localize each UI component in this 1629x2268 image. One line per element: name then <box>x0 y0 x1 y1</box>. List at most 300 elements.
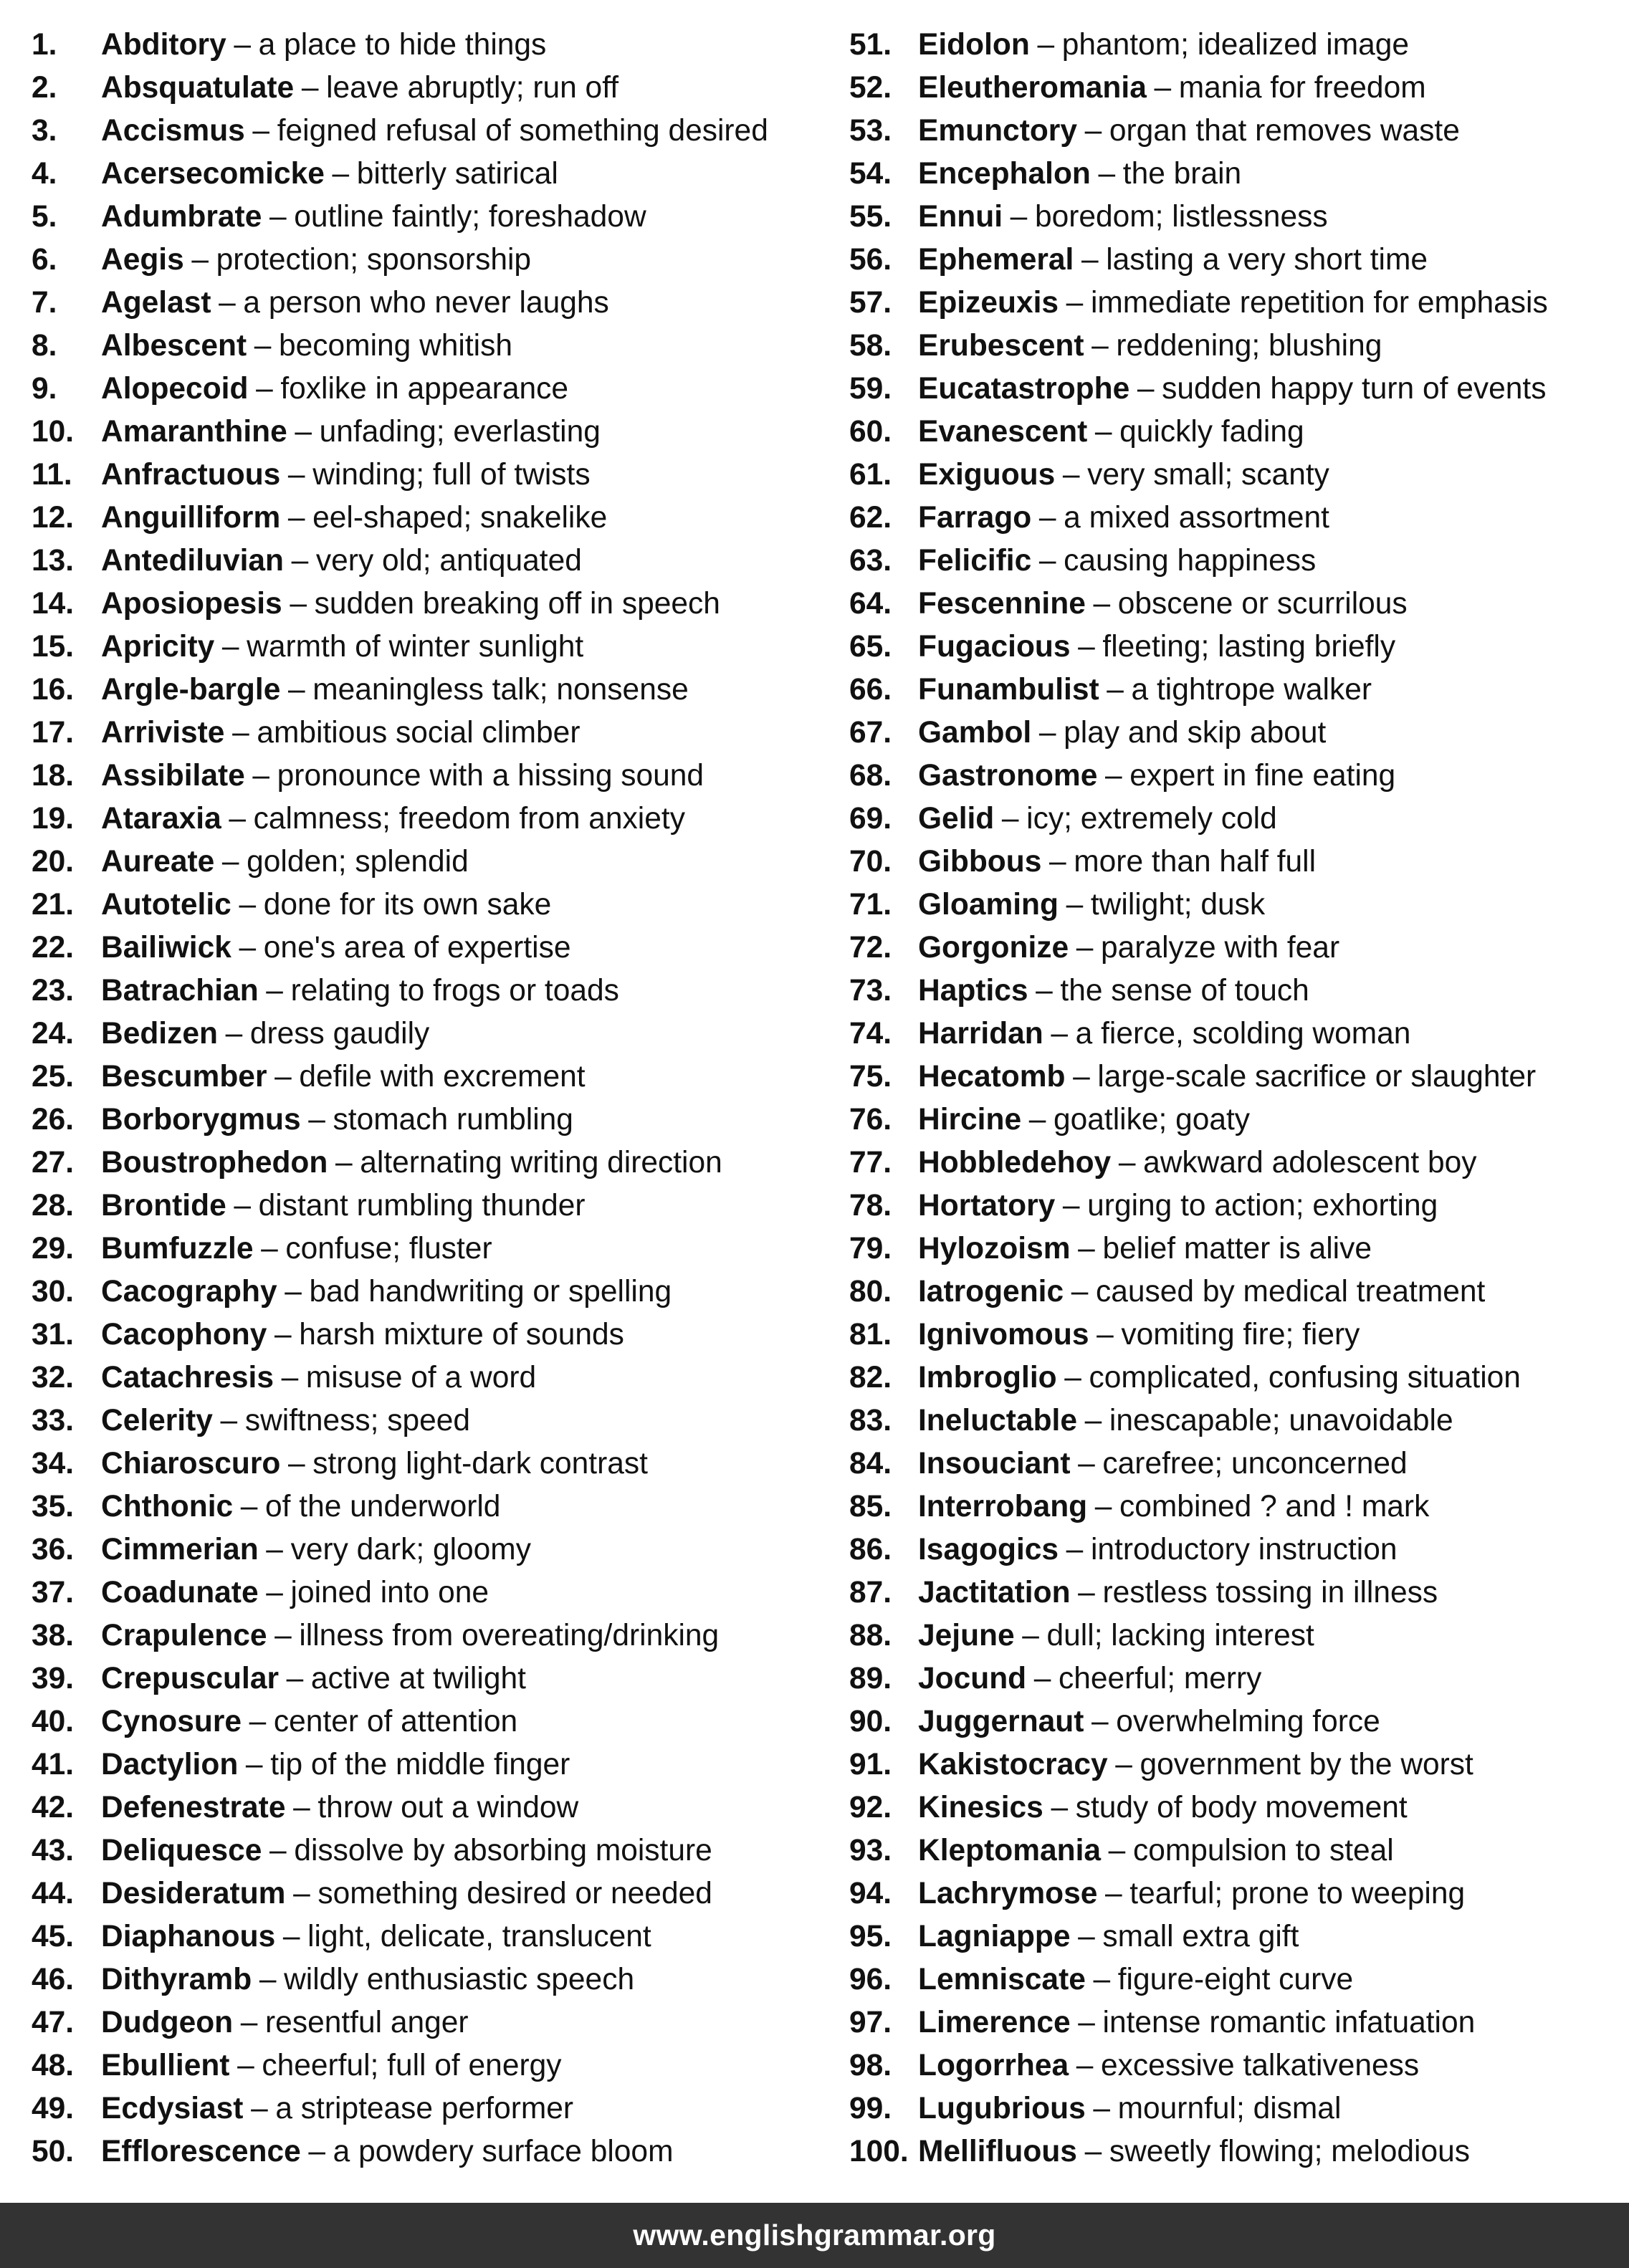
entry-definition: vomiting fire; fiery <box>1121 1318 1360 1351</box>
entry-number: 64. <box>849 587 892 621</box>
entry-term: Defenestrate <box>101 1791 286 1824</box>
entry-dash: – <box>259 1963 277 1996</box>
entry-term: Brontide <box>101 1189 226 1222</box>
entry-term: Isagogics <box>918 1533 1059 1566</box>
entry-definition: feigned refusal of something desired <box>277 114 768 148</box>
entry-dash: – <box>266 1576 283 1609</box>
entry-term: Apricity <box>101 630 215 664</box>
entry-dash: – <box>1118 1146 1136 1180</box>
entry-dash: – <box>237 2049 254 2082</box>
entry-dash: – <box>1093 1963 1111 1996</box>
entry-number: 29. <box>32 1232 75 1265</box>
entry-definition: inescapable; unavoidable <box>1109 1404 1453 1437</box>
entry-dash: – <box>1078 1447 1095 1480</box>
word-entry <box>32 454 827 497</box>
word-entry <box>849 454 1623 497</box>
entry-term: Jejune <box>918 1619 1015 1652</box>
entry-definition: a tightrope walker <box>1131 673 1372 707</box>
entry-number: 85. <box>849 1490 892 1523</box>
entry-dash: – <box>1093 587 1111 621</box>
entry-dash: – <box>1078 1576 1095 1609</box>
entry-term: Iatrogenic <box>918 1275 1064 1308</box>
entry-term: Abditory <box>101 28 226 62</box>
entry-definition: goatlike; goaty <box>1053 1103 1251 1137</box>
entry-definition: harsh mixture of sounds <box>299 1318 624 1351</box>
entry-dash: – <box>240 1490 258 1523</box>
entry-definition: tip of the middle finger <box>270 1748 570 1781</box>
entry-number: 18. <box>32 759 75 793</box>
entry-dash: – <box>293 1877 310 1910</box>
word-entry <box>849 1829 1623 1872</box>
entry-dash: – <box>1115 1748 1132 1781</box>
entry-definition: a fierce, scolding woman <box>1075 1017 1411 1051</box>
entry-dash: – <box>252 114 270 148</box>
entry-definition: lasting a very short time <box>1106 243 1428 277</box>
entry-term: Juggernaut <box>918 1705 1084 1738</box>
entry-dash: – <box>1104 759 1122 793</box>
entry-term: Crepuscular <box>101 1662 280 1695</box>
word-entry <box>849 1357 1623 1399</box>
entry-dash: – <box>1076 931 1094 965</box>
word-entry <box>32 798 827 841</box>
entry-number: 44. <box>32 1877 75 1910</box>
entry-dash: – <box>1036 974 1053 1008</box>
entry-number: 62. <box>849 501 892 535</box>
word-entry <box>32 1142 827 1185</box>
entry-dash: – <box>1084 2135 1102 2168</box>
entry-dash: – <box>1093 2092 1110 2125</box>
entry-dash: – <box>1137 372 1155 406</box>
entry-term: Kinesics <box>918 1791 1043 1824</box>
word-entry <box>849 970 1623 1013</box>
entry-term: Cacography <box>101 1275 277 1308</box>
footer-website[interactable]: www.englishgrammar.org <box>633 2219 996 2252</box>
entry-definition: pronounce with a hissing sound <box>277 759 704 793</box>
entry-term: Gambol <box>918 716 1032 750</box>
entry-definition: caused by medical treatment <box>1096 1275 1486 1308</box>
entry-term: Dactylion <box>101 1748 239 1781</box>
entry-number: 77. <box>849 1146 892 1180</box>
word-entry <box>32 497 827 540</box>
entry-dash: – <box>252 759 270 793</box>
entry-definition: paralyze with fear <box>1101 931 1340 965</box>
entry-dash: – <box>240 2006 258 2039</box>
entry-definition: unfading; everlasting <box>319 415 601 449</box>
entry-number: 88. <box>849 1619 892 1652</box>
entry-term: Catachresis <box>101 1361 274 1394</box>
entry-definition: outline faintly; foreshadow <box>294 200 646 234</box>
entry-dash: – <box>254 329 272 363</box>
entry-term: Lachrymose <box>918 1877 1098 1910</box>
entry-definition: sweetly flowing; melodious <box>1109 2135 1470 2168</box>
entry-number: 58. <box>849 329 892 363</box>
entry-term: Aegis <box>101 243 184 277</box>
word-entry <box>32 1442 827 1485</box>
word-entry <box>849 1013 1623 1056</box>
word-entry <box>849 798 1623 841</box>
entry-definition: urging to action; exhorting <box>1087 1189 1438 1222</box>
entry-definition: small extra gift <box>1102 1920 1299 1953</box>
entry-dash: – <box>1097 1318 1114 1351</box>
entry-term: Eidolon <box>918 28 1030 62</box>
entry-dash: – <box>239 888 257 922</box>
entry-number: 35. <box>32 1490 75 1523</box>
entry-dash: – <box>1094 1490 1112 1523</box>
entry-number: 17. <box>32 716 75 750</box>
entry-number: 78. <box>849 1189 892 1222</box>
entry-term: Hortatory <box>918 1189 1056 1222</box>
entry-term: Gastronome <box>918 759 1098 793</box>
entry-dash: – <box>251 2092 268 2125</box>
word-entry <box>32 1829 827 1872</box>
word-entry <box>32 196 827 239</box>
entry-number: 67. <box>849 716 892 750</box>
entry-definition: the brain <box>1122 157 1242 191</box>
word-entry <box>849 497 1623 540</box>
word-entry <box>32 1786 827 1829</box>
word-entry <box>849 1700 1623 1743</box>
entry-definition: compulsion to steal <box>1132 1834 1394 1867</box>
entry-term: Insouciant <box>918 1447 1071 1480</box>
entry-term: Logorrhea <box>918 2049 1069 2082</box>
word-entry <box>849 1872 1623 1915</box>
entry-number: 20. <box>32 845 75 879</box>
entry-definition: fleeting; lasting briefly <box>1102 630 1396 664</box>
entry-number: 55. <box>849 200 892 234</box>
word-entry <box>32 325 827 368</box>
entry-dash: – <box>287 673 305 707</box>
entry-term: Kakistocracy <box>918 1748 1108 1781</box>
entry-number: 80. <box>849 1275 892 1308</box>
entry-term: Aposiopesis <box>101 587 282 621</box>
word-entry <box>32 1528 827 1571</box>
entry-dash: – <box>234 1189 251 1222</box>
word-entry <box>32 1399 827 1442</box>
entry-dash: – <box>1154 71 1172 105</box>
entry-number: 2. <box>32 71 57 105</box>
word-entry <box>32 1614 827 1657</box>
entry-term: Interrobang <box>918 1490 1088 1523</box>
entry-term: Adumbrate <box>101 200 262 234</box>
entry-dash: – <box>295 415 312 449</box>
word-entry <box>849 626 1623 669</box>
word-entry <box>32 1314 827 1357</box>
entry-number: 87. <box>849 1576 892 1609</box>
word-entry <box>849 1786 1623 1829</box>
entry-definition: relating to frogs or toads <box>290 974 619 1008</box>
entry-term: Limerence <box>918 2006 1071 2039</box>
entry-term: Mellifluous <box>918 2135 1077 2168</box>
word-entry <box>32 2001 827 2044</box>
entry-dash: – <box>225 1017 243 1051</box>
word-entry <box>849 1528 1623 1571</box>
entry-number: 59. <box>849 372 892 406</box>
entry-definition: eel-shaped; snakelike <box>312 501 608 535</box>
word-entry <box>32 368 827 411</box>
entry-definition: dress gaudily <box>249 1017 430 1051</box>
entry-definition: strong light-dark contrast <box>312 1447 648 1480</box>
entry-number: 40. <box>32 1705 75 1738</box>
entry-term: Argle-bargle <box>101 673 281 707</box>
entry-number: 48. <box>32 2049 75 2082</box>
entry-number: 54. <box>849 157 892 191</box>
entry-dash: – <box>221 630 239 664</box>
entry-number: 31. <box>32 1318 75 1351</box>
entry-term: Ignivomous <box>918 1318 1089 1351</box>
entry-definition: becoming whitish <box>279 329 513 363</box>
entry-number: 10. <box>32 415 75 449</box>
entry-term: Ebullient <box>101 2049 230 2082</box>
entry-term: Gibbous <box>918 845 1042 879</box>
entry-term: Haptics <box>918 974 1028 1008</box>
entry-term: Boustrophedon <box>101 1146 328 1180</box>
word-entry <box>849 239 1623 282</box>
word-entry <box>32 153 827 196</box>
entry-dash: – <box>287 501 305 535</box>
entry-definition: very old; antiquated <box>315 544 582 578</box>
entry-term: Jactitation <box>918 1576 1071 1609</box>
word-entry <box>32 1185 827 1228</box>
word-entry <box>32 669 827 712</box>
word-entry <box>32 411 827 454</box>
entry-term: Autotelic <box>101 888 231 922</box>
entry-term: Assibilate <box>101 759 245 793</box>
entry-definition: foxlike in appearance <box>280 372 568 406</box>
entry-number: 6. <box>32 243 57 277</box>
entry-definition: mournful; dismal <box>1117 2092 1342 2125</box>
entry-dash: – <box>266 1533 283 1566</box>
entry-number: 19. <box>32 802 75 836</box>
entry-definition: dull; lacking interest <box>1046 1619 1314 1652</box>
entry-term: Hobbledehoy <box>918 1146 1112 1180</box>
entry-term: Farrago <box>918 501 1032 535</box>
entry-definition: protection; sponsorship <box>216 243 532 277</box>
entry-definition: very small; scanty <box>1087 458 1329 492</box>
entry-term: Gelid <box>918 802 995 836</box>
entry-term: Ataraxia <box>101 802 221 836</box>
entry-definition: a powdery surface bloom <box>333 2135 674 2168</box>
entry-dash: – <box>281 1361 299 1394</box>
entry-definition: meaningless talk; nonsense <box>312 673 689 707</box>
word-entry <box>849 1571 1623 1614</box>
entry-definition: large-scale sacrifice or slaughter <box>1097 1060 1537 1094</box>
entry-number: 39. <box>32 1662 75 1695</box>
word-entry <box>849 2087 1623 2130</box>
entry-dash: – <box>1064 1361 1081 1394</box>
entry-dash: – <box>1066 888 1084 922</box>
entry-number: 93. <box>849 1834 892 1867</box>
entry-definition: confuse; fluster <box>285 1232 492 1265</box>
entry-term: Jocund <box>918 1662 1027 1695</box>
word-entry <box>32 841 827 884</box>
entry-term: Kleptomania <box>918 1834 1102 1867</box>
entry-term: Chthonic <box>101 1490 234 1523</box>
entry-number: 96. <box>849 1963 892 1996</box>
word-entry <box>32 1357 827 1399</box>
word-entry <box>849 841 1623 884</box>
entry-dash: – <box>1038 544 1056 578</box>
entry-dash: – <box>220 1404 238 1437</box>
word-entry <box>849 1442 1623 1485</box>
entry-dash: – <box>274 1060 292 1094</box>
entry-definition: organ that removes waste <box>1109 114 1460 148</box>
entry-number: 49. <box>32 2092 75 2125</box>
entry-definition: intense romantic infatuation <box>1102 2006 1476 2039</box>
word-column-right <box>849 24 1623 2173</box>
word-column-left <box>32 24 827 2173</box>
word-entry <box>32 1571 827 1614</box>
entry-dash: – <box>219 286 236 320</box>
entry-dash: – <box>1051 1017 1069 1051</box>
entry-term: Ephemeral <box>918 243 1074 277</box>
entry-term: Albescent <box>101 329 247 363</box>
entry-dash: – <box>1084 114 1102 148</box>
entry-definition: center of attention <box>273 1705 518 1738</box>
entry-dash: – <box>1071 1275 1089 1308</box>
word-entry <box>32 583 827 626</box>
word-entry <box>32 970 827 1013</box>
word-entry <box>849 712 1623 755</box>
entry-term: Encephalon <box>918 157 1091 191</box>
entry-number: 92. <box>849 1791 892 1824</box>
word-entry <box>849 1958 1623 2001</box>
entry-term: Lugubrious <box>918 2092 1086 2125</box>
entry-definition: obscene or scurrilous <box>1117 587 1408 621</box>
entry-definition: golden; splendid <box>247 845 469 879</box>
word-entry <box>849 669 1623 712</box>
entry-definition: stomach rumbling <box>333 1103 573 1137</box>
entry-definition: a person who never laughs <box>243 286 609 320</box>
word-entry <box>32 884 827 927</box>
word-entry <box>849 1142 1623 1185</box>
entry-definition: excessive talkativeness <box>1101 2049 1420 2082</box>
entry-definition: leave abruptly; run off <box>326 71 619 105</box>
word-entry <box>32 1485 827 1528</box>
entry-number: 28. <box>32 1189 75 1222</box>
entry-number: 52. <box>849 71 892 105</box>
entry-number: 69. <box>849 802 892 836</box>
word-entry <box>32 1013 827 1056</box>
entry-definition: carefree; unconcerned <box>1102 1447 1408 1480</box>
word-entry <box>849 325 1623 368</box>
entry-definition: combined ? and ! mark <box>1119 1490 1430 1523</box>
entry-dash: – <box>1062 458 1080 492</box>
entry-dash: – <box>1037 28 1055 62</box>
entry-dash: – <box>1091 1705 1109 1738</box>
entry-dash: – <box>287 1447 305 1480</box>
entry-number: 7. <box>32 286 57 320</box>
word-entry <box>32 1958 827 2001</box>
entry-dash: – <box>1062 1189 1080 1222</box>
entry-number: 60. <box>849 415 892 449</box>
entry-number: 73. <box>849 974 892 1008</box>
word-entry <box>849 1743 1623 1786</box>
entry-dash: – <box>234 28 251 62</box>
entry-term: Arriviste <box>101 716 225 750</box>
entry-term: Emunctory <box>918 114 1077 148</box>
word-entry <box>32 1700 827 1743</box>
word-entry <box>32 282 827 325</box>
entry-dash: – <box>1073 1060 1090 1094</box>
entry-number: 51. <box>849 28 892 62</box>
entry-definition: of the underworld <box>265 1490 501 1523</box>
entry-term: Ineluctable <box>918 1404 1078 1437</box>
word-entry <box>849 927 1623 970</box>
word-entry <box>849 1399 1623 1442</box>
entry-number: 63. <box>849 544 892 578</box>
entry-dash: – <box>1066 1533 1084 1566</box>
entry-number: 34. <box>32 1447 75 1480</box>
entry-definition: one's area of expertise <box>263 931 571 965</box>
word-entry <box>32 540 827 583</box>
entry-definition: a mixed assortment <box>1064 501 1329 535</box>
word-entry <box>32 1915 827 1958</box>
entry-definition: quickly fading <box>1119 415 1304 449</box>
entry-number: 79. <box>849 1232 892 1265</box>
entry-dash: – <box>269 1834 287 1867</box>
word-entry <box>32 2087 827 2130</box>
word-entry <box>849 540 1623 583</box>
entry-dash: – <box>232 716 249 750</box>
entry-term: Anguilliform <box>101 501 281 535</box>
entry-term: Fugacious <box>918 630 1071 664</box>
entry-dash: – <box>287 458 305 492</box>
word-entry <box>849 1657 1623 1700</box>
entry-number: 95. <box>849 1920 892 1953</box>
entry-definition: distant rumbling thunder <box>258 1189 586 1222</box>
entry-number: 32. <box>32 1361 75 1394</box>
entry-term: Cimmerian <box>101 1533 259 1566</box>
entry-definition: done for its own sake <box>263 888 552 922</box>
entry-definition: bad handwriting or spelling <box>309 1275 672 1308</box>
entry-number: 53. <box>849 114 892 148</box>
entry-definition: overwhelming force <box>1116 1705 1380 1738</box>
entry-definition: a striptease performer <box>275 2092 574 2125</box>
entry-dash: – <box>308 1103 325 1137</box>
entry-number: 36. <box>32 1533 75 1566</box>
entry-definition: throw out a window <box>317 1791 579 1824</box>
entry-number: 30. <box>32 1275 75 1308</box>
entry-definition: complicated, confusing situation <box>1089 1361 1521 1394</box>
entry-term: Bescumber <box>101 1060 267 1094</box>
entry-definition: ambitious social climber <box>257 716 581 750</box>
entry-dash: – <box>1091 329 1109 363</box>
word-entry <box>32 1056 827 1099</box>
entry-term: Deliquesce <box>101 1834 262 1867</box>
entry-term: Efflorescence <box>101 2135 301 2168</box>
entry-dash: – <box>1051 1791 1069 1824</box>
entry-number: 3. <box>32 114 57 148</box>
entry-number: 38. <box>32 1619 75 1652</box>
entry-dash: – <box>266 974 283 1008</box>
entry-number: 24. <box>32 1017 75 1051</box>
entry-definition: swiftness; speed <box>244 1404 470 1437</box>
entry-term: Felicific <box>918 544 1032 578</box>
entry-definition: cheerful; merry <box>1059 1662 1262 1695</box>
entry-definition: boredom; listlessness <box>1034 200 1328 234</box>
word-entry <box>32 67 827 110</box>
entry-term: Hircine <box>918 1103 1022 1137</box>
word-entry <box>849 2001 1623 2044</box>
entry-dash: – <box>1028 1103 1046 1137</box>
entry-number: 90. <box>849 1705 892 1738</box>
entry-number: 22. <box>32 931 75 965</box>
entry-number: 65. <box>849 630 892 664</box>
entry-term: Eleutheromania <box>918 71 1147 105</box>
entry-dash: – <box>1078 1920 1095 1953</box>
footer-bar <box>0 2203 1629 2268</box>
word-entry <box>849 153 1623 196</box>
